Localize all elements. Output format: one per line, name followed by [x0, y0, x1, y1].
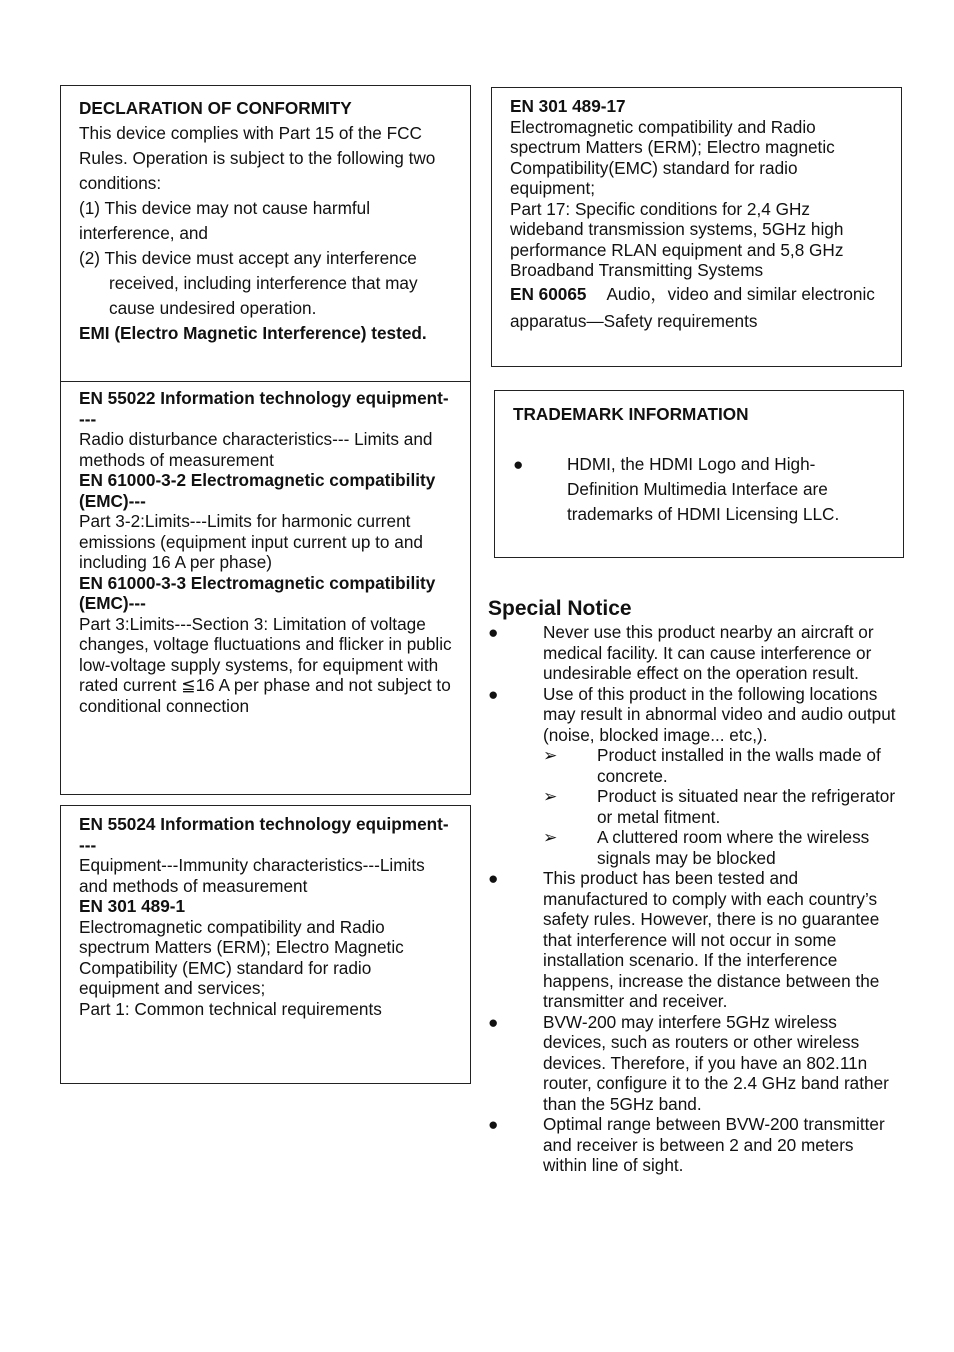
en61000-3-2-text: Part 3-2:Limits---Limits for harmonic current emissions (equipment input current up to and including 16 A per phase): [79, 511, 423, 572]
en55022-heading: EN 55022 Information technology equipment----: [79, 388, 449, 429]
en55024-box: [60, 805, 471, 1084]
notice-item: [488, 1114, 898, 1176]
special-notice-title: Special Notice: [488, 597, 632, 620]
arrowhead-bullet-icon: ➢: [543, 827, 558, 847]
en55024-heading: EN 55024 Information technology equipment----: [79, 814, 449, 855]
notice-subtext: Product is situated near the refrigerator or metal fitment.: [597, 786, 896, 827]
fcc-condition-2: (2) This device must accept any interference received, including interference that may cause undesired operation.: [79, 248, 418, 318]
en301489-1-heading: EN 301 489-1: [79, 896, 186, 916]
emi-tested-note: EMI (Electro Magnetic Interference) tested.: [79, 323, 427, 343]
en301489-17-text: Electromagnetic compatibility and Radio spectrum Matters (ERM); Electro magnetic Compatibility(EMC) standard for radio equipment;: [510, 116, 835, 198]
notice-item: [488, 1012, 898, 1115]
en55022-box: [60, 381, 471, 795]
en55024-text: Equipment---Immunity characteristics---Limits and methods of measurement: [79, 855, 425, 896]
arrowhead-bullet-icon: ➢: [543, 786, 558, 806]
fcc-condition-1: (1) This device may not cause harmful interference, and: [79, 198, 371, 243]
bullet-icon: ●: [513, 454, 524, 474]
trademark-title: TRADEMARK INFORMATION: [513, 404, 749, 424]
notice-subtext: A cluttered room where the wireless signals may be blocked: [597, 827, 870, 868]
en60065-heading: EN 60065: [510, 283, 587, 304]
en60065-line: [510, 281, 883, 335]
fcc-declaration-box: [60, 85, 471, 382]
notice-subitem: [543, 827, 898, 868]
fcc-title: DECLARATION OF CONFORMITY: [79, 98, 352, 118]
notice-text: This product has been tested and manufactured to comply with each country’s safety rules. However, there is no guarantee that interference will not occur in some installation scenario. If the interference happens, increase the distance between the transmitter and receiver.: [543, 868, 880, 1011]
bullet-icon: ●: [488, 622, 499, 642]
fcc-intro: This device complies with Part 15 of the FCC Rules. Operation is subject to the following two conditions:: [79, 123, 436, 193]
en60065-text: Audio，video and similar electronic apparatus—Safety requirements: [510, 283, 875, 331]
notice-item: [488, 684, 898, 746]
en55022-text: Radio disturbance characteristics--- Limits and methods of measurement: [79, 429, 433, 470]
notice-item: [488, 868, 898, 1012]
notice-subtext: Product installed in the walls made of concrete.: [597, 745, 881, 786]
notice-text: Use of this product in the following locations may result in abnormal video and audio output (noise, blocked image... etc,).: [543, 683, 896, 745]
notice-text: BVW-200 may interfere 5GHz wireless devices, such as routers or other wireless devices. Therefore, if you have an 802.11n router, configure it to the 2.4 GHz band rather than the 5GHz band.: [543, 1011, 889, 1114]
bullet-icon: ●: [488, 1114, 499, 1134]
en301489-1-part1: Part 1: Common technical requirements: [79, 998, 382, 1019]
bullet-icon: ●: [488, 1011, 499, 1032]
en61000-3-2-heading: EN 61000-3-2 Electromagnetic compatibility (EMC)---: [79, 470, 436, 511]
trademark-text: HDMI, the HDMI Logo and High-Definition Multimedia Interface are trademarks of HDMI Licensing LLC.: [567, 454, 840, 524]
notice-item: [488, 622, 898, 684]
arrowhead-bullet-icon: ➢: [543, 745, 558, 765]
trademark-item: [513, 452, 885, 527]
en301489-17-heading: EN 301 489-17: [510, 96, 626, 116]
en61000-3-3-heading: EN 61000-3-3 Electromagnetic compatibility (EMC)---: [79, 572, 436, 613]
notice-text: Never use this product nearby an aircraft or medical facility. It can cause interference or undesirable effect on the operation result.: [543, 622, 874, 683]
en61000-3-3-text: Part 3:Limits---Section 3: Limitation of voltage changes, voltage fluctuations and flicker in public low-voltage supply systems, for equipment with rated current ≦16 A per phase and not subject to conditional connection: [79, 613, 452, 716]
en301489-17-part17: Part 17: Specific conditions for 2,4 GHz wideband transmission systems, 5GHz high performance RLAN equipment and 5,8 GHz Broadband Transmitting Systems: [510, 198, 844, 280]
en301489-17-box: [491, 87, 902, 367]
notice-subitem: [543, 786, 898, 827]
bullet-icon: ●: [488, 683, 499, 704]
bullet-icon: ●: [488, 868, 499, 888]
notice-text: Optimal range between BVW-200 transmitter and receiver is between 2 and 20 meters within line of sight.: [543, 1114, 885, 1175]
special-notice-section: [488, 596, 898, 1176]
notice-subitem: [543, 745, 898, 786]
trademark-box: [494, 390, 904, 558]
en301489-1-text: Electromagnetic compatibility and Radio spectrum Matters (ERM); Electro Magnetic Compatibility (EMC) standard for radio equipment and services;: [79, 916, 404, 998]
